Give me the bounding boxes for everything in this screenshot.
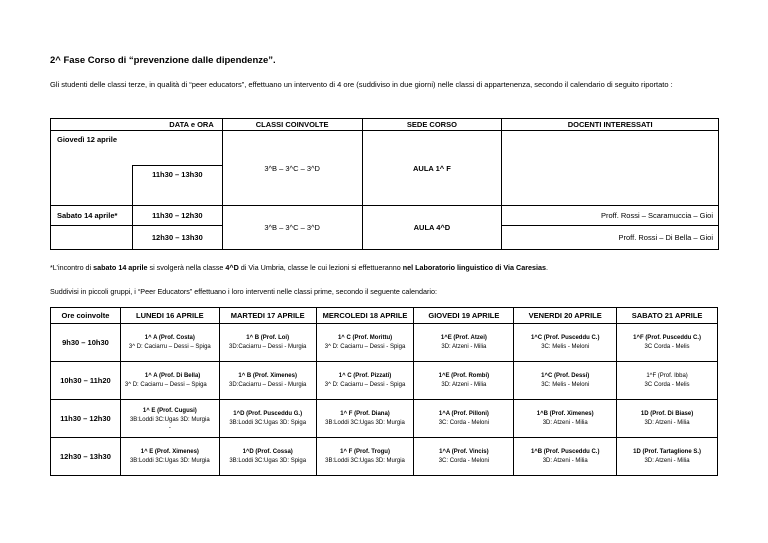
class-teacher: 1^E (Prof. Rombi) <box>438 372 490 379</box>
header-date-time: DATA e ORA <box>51 119 223 131</box>
note-bold: 4^D <box>225 263 239 272</box>
class-teacher: 1^ A (Prof. Costa) <box>144 334 195 341</box>
peer-educators: 3B:Loddi 3C:Ugas 3D: Spiga <box>229 457 307 464</box>
time-cell: 12h30 – 13h30 <box>51 438 121 476</box>
calendar-cell <box>414 324 514 362</box>
time-cell: 10h30 – 11h20 <box>51 362 121 400</box>
table-row <box>51 438 718 476</box>
note-bold: nel Laboratorio linguistico di Via Caresias <box>402 263 546 272</box>
calendar-cell <box>120 438 219 476</box>
peer-educators: 3C Corda - Melis <box>644 343 690 350</box>
class-teacher: 1^F (Prof. Pusceddu C.) <box>633 334 701 341</box>
peer-educators: 3^ D: Caciarru – Dessi - Spiga <box>324 343 406 350</box>
class-teacher: 1^A (Prof. Vincis) <box>439 448 489 455</box>
class-teacher: 1^C (Prof. Dessi) <box>541 372 590 379</box>
calendar-cell <box>414 362 514 400</box>
day-giovedi-12: Giovedì 12 aprile <box>51 131 133 206</box>
time-cell: 9h30 – 10h30 <box>51 324 121 362</box>
header-tuesday: MARTEDI 17 APRILE <box>219 308 316 324</box>
empty-cell <box>51 226 133 250</box>
document-title: 2^ Fase Corso di “prevenzione dalle dipendenze”. <box>50 55 276 66</box>
calendar-cell <box>514 324 617 362</box>
calendar-cell <box>219 400 316 438</box>
peer-educators: 3D: Atzeni - Milia <box>441 343 487 350</box>
class-teacher: 1^ B (Prof. Loi) <box>246 334 290 341</box>
peer-educators: 3B:Loddi 3C:Ugas 3D: Murgia <box>129 416 210 423</box>
note-text: . <box>546 263 548 272</box>
header-room: SEDE CORSO <box>362 119 502 131</box>
header-friday: VENERDI 20 APRILE <box>514 308 617 324</box>
note-bold: sabato 14 aprile <box>93 263 148 272</box>
calendar-cell <box>120 324 219 362</box>
peer-educators: 3^ D: Caciarru – Dessi – Spiga <box>124 381 207 388</box>
calendar-cell <box>219 438 316 476</box>
calendar-cell <box>514 362 617 400</box>
note-text: di Via Umbria, classe le cui lezioni si effettueranno <box>238 263 403 272</box>
footnote <box>50 263 750 272</box>
first-classes-calendar-table <box>50 307 718 476</box>
class-teacher: 1^B (Prof. Ximenes) <box>536 410 594 417</box>
class-teacher: 1^B (Prof. Pusceddu C.) <box>530 448 600 455</box>
class-teacher: 1^ C (Prof. Morittu) <box>337 334 393 341</box>
note-text: *L’incontro di <box>50 263 94 272</box>
header-saturday: SABATO 21 APRILE <box>617 308 718 324</box>
room-cell: AULA 4^D <box>362 206 502 250</box>
table-row <box>51 324 718 362</box>
table-row <box>51 131 719 166</box>
table-row <box>51 362 718 400</box>
class-teacher: 1^ E (Prof. Ximenes) <box>140 448 199 455</box>
peer-educators: 3D: Atzeni - Milia <box>644 419 690 426</box>
table-row <box>51 400 718 438</box>
calendar-cell <box>617 400 718 438</box>
class-teacher: 1^A (Prof. Pilloni) <box>438 410 489 417</box>
time-cell: 11h30 – 13h30 <box>132 166 222 206</box>
calendar-cell <box>414 400 514 438</box>
class-teacher: 1^C (Prof. Pusceddu C.) <box>530 334 600 341</box>
teachers-cell-empty <box>502 166 719 206</box>
calendar-cell <box>316 324 414 362</box>
teachers-cell-empty <box>502 131 719 166</box>
peer-educators-schedule-table <box>50 118 719 250</box>
peer-educators: 3C Corda - Melis <box>644 381 690 388</box>
subtitle: Suddivisi in piccoli gruppi, i “Peer Educators” effettuano i loro interventi nelle classi prime, secondo il seguente calendario: <box>50 287 438 296</box>
header-classes: CLASSI COINVOLTE <box>222 119 362 131</box>
class-teacher: 1^ E (Prof. Cugusi) <box>142 407 197 414</box>
peer-educators: 3D:Caciarru – Dessi - Murgia <box>229 381 307 388</box>
calendar-cell <box>316 400 414 438</box>
header-wednesday: MERCOLEDI 18 APRILE <box>316 308 414 324</box>
header-hours: Ore coinvolte <box>51 308 121 324</box>
class-teacher: 1^D (Prof. Pusceddu G.) <box>233 410 303 417</box>
peer-educators: 3^ D: Caciarru – Dessi - Spiga <box>324 381 406 388</box>
calendar-cell <box>120 362 219 400</box>
calendar-cell <box>514 400 617 438</box>
calendar-cell <box>414 438 514 476</box>
note-text: si svolgerà nella classe <box>147 263 226 272</box>
peer-educators: 3C: Corda - Meloni <box>438 419 490 426</box>
calendar-cell <box>316 438 414 476</box>
calendar-cell <box>316 362 414 400</box>
class-teacher: 1^F (Prof. Ibba) <box>646 372 688 379</box>
peer-educators: 3D: Atzeni - Milia <box>542 419 588 426</box>
class-teacher: 1^ F (Prof. Diana) <box>340 410 390 417</box>
spacer-cell <box>132 131 222 166</box>
calendar-cell <box>120 400 219 438</box>
peer-educators: 3^ D: Caciarru – Dessi – Spiga <box>128 343 211 350</box>
class-teacher: 1D (Prof. Di Biase) <box>640 410 694 417</box>
classes-cell: 3^B – 3^C – 3^D <box>222 131 362 206</box>
teachers-cell: Proff. Rossi – Di Bella – Gioi <box>502 226 719 250</box>
dash-mark: - <box>168 424 171 431</box>
calendar-cell <box>514 438 617 476</box>
time-cell: 12h30 – 13h30 <box>132 226 222 250</box>
peer-educators: 3D: Atzeni - Milia <box>542 457 588 464</box>
class-teacher: 1^ B (Prof. Ximenes) <box>238 372 297 379</box>
day-sabato-14: Sabato 14 aprile* <box>51 206 133 226</box>
class-teacher: 1^E (Prof. Atzei) <box>440 334 487 341</box>
calendar-cell <box>617 438 718 476</box>
calendar-cell <box>617 324 718 362</box>
table-header-row <box>51 119 719 131</box>
peer-educators: 3B:Loddi 3C:Ugas 3D: Murgia <box>129 457 210 464</box>
class-teacher: 1^ F (Prof. Trogu) <box>340 448 390 455</box>
peer-educators: 3C: Corda - Meloni <box>438 457 490 464</box>
peer-educators: 3D: Atzeni - Milia <box>644 457 690 464</box>
calendar-cell <box>219 362 316 400</box>
peer-educators: 3C: Melis - Meloni <box>541 381 590 388</box>
class-teacher: 1^D (Prof. Cossa) <box>242 448 293 455</box>
calendar-cell <box>617 362 718 400</box>
calendar-cell <box>219 324 316 362</box>
class-teacher: 1^ A (Prof. Di Bella) <box>144 372 201 379</box>
header-thursday: GIOVEDI 19 APRILE <box>414 308 514 324</box>
peer-educators: 3D:Caciarru – Dessi - Murgia <box>229 343 307 350</box>
calendar-header-row <box>51 308 718 324</box>
peer-educators: 3C: Melis - Meloni <box>541 343 590 350</box>
header-teachers: DOCENTI INTERESSATI <box>502 119 719 131</box>
header-monday: LUNEDI 16 APRILE <box>120 308 219 324</box>
peer-educators: 3B:Loddi 3C:Ugas 3D: Spiga <box>229 419 307 426</box>
class-teacher: 1D (Prof. Tartaglione S.) <box>633 448 702 455</box>
time-cell: 11h30 – 12h30 <box>51 400 121 438</box>
classes-cell: 3^B – 3^C – 3^D <box>222 206 362 250</box>
peer-educators: 3D: Atzeni - Milia <box>441 381 487 388</box>
peer-educators: 3B:Loddi 3C:Ugas 3D: Murgia <box>325 419 405 426</box>
table-row <box>51 206 719 226</box>
room-cell: AULA 1^ F <box>362 131 502 206</box>
class-teacher: 1^ C (Prof. Pizzati) <box>338 372 392 379</box>
peer-educators: 3B:Loddi 3C:Ugas 3D: Murgia <box>325 457 405 464</box>
intro-paragraph: Gli studenti delle classi terze, in qualità di “peer educators”, effettuano un intervento di 4 ore (suddiviso in due giorni) nelle classi di appartenenza, secondo il calendario di seguito riportato : <box>50 80 673 89</box>
teachers-cell: Proff. Rossi – Scaramuccia – Gioi <box>502 206 719 226</box>
time-cell: 11h30 – 12h30 <box>132 206 222 226</box>
